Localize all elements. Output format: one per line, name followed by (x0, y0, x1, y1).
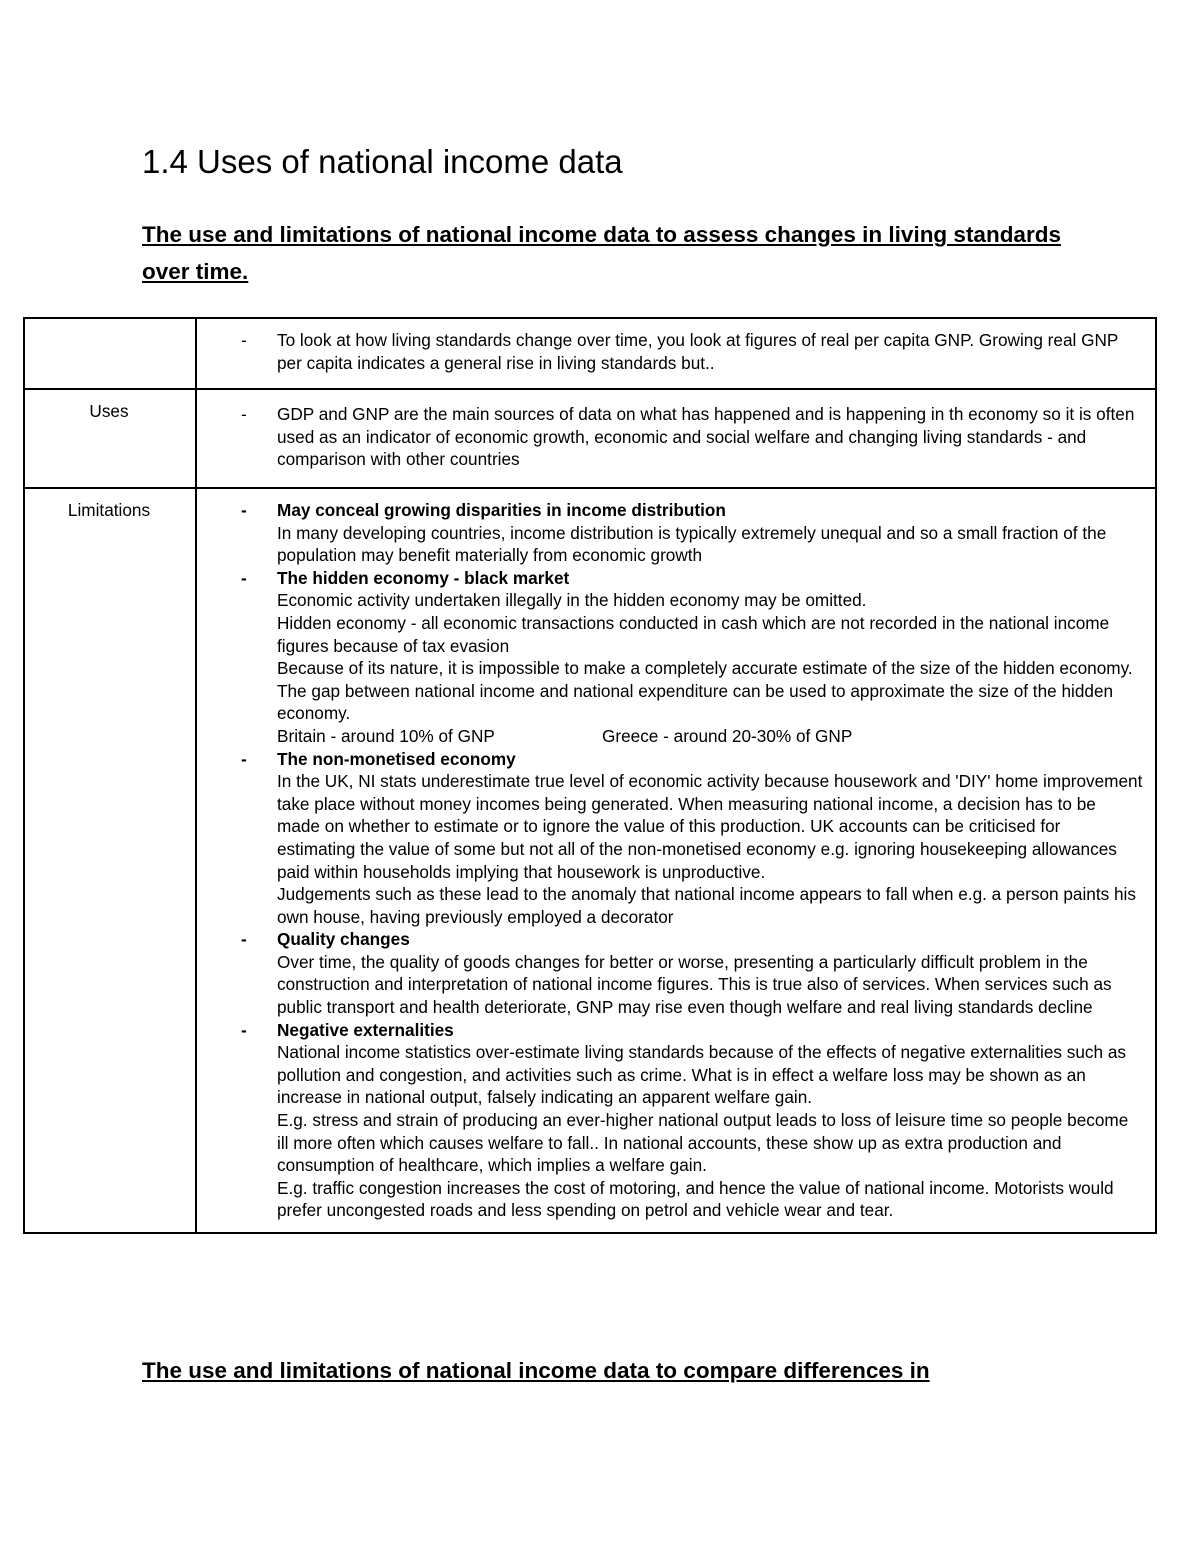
gnp-comparison (277, 725, 1143, 748)
list-item (197, 499, 1143, 567)
table-row-intro (24, 318, 1156, 389)
page-title: 1.4 Uses of national income data (142, 143, 623, 180)
limitation-paragraph: In the UK, NI stats underestimate true level of economic activity because housework and 'DIY' home improvement take place without money incomes being generated. When measuring national income, a decision has to be made on whether to estimate or to ignore the value of this production. UK accounts can be criticised for estimating the value of some but not all of the non-monetised economy e.g. ignoring housekeeping allowances paid within households implying that housework is unproductive. (277, 771, 1143, 882)
limitation-paragraph: In many developing countries, income distribution is typically extremely unequal and so a small fraction of the population may benefit materially from economic growth (277, 522, 1107, 566)
limitation-title: The hidden economy - black market (277, 567, 570, 588)
limitation-paragraph: Hidden economy - all economic transactions conducted in cash which are not recorded in the national income figures because of tax evasion (277, 612, 1110, 656)
list-item (197, 567, 1143, 748)
list-item (197, 748, 1143, 929)
list-item (197, 1019, 1143, 1222)
row-content-uses (196, 389, 1156, 488)
list-item (197, 329, 1143, 374)
limitation-paragraph: E.g. stress and strain of producing an ever-higher national output leads to loss of leisure time so people become ill more often which causes welfare to fall.. In national accounts, these show up as extra production and consumption of healthcare, which implies a welfare gain. (277, 1110, 1129, 1176)
uses-list (197, 403, 1143, 471)
limitations-list (197, 499, 1143, 1222)
bullet-dash: - (241, 500, 247, 520)
section-heading-living-standards: The use and limitations of national income data to assess changes in living standards over time. (142, 222, 1061, 284)
uses-text: GDP and GNP are the main sources of data on what has happened and is happening in th economy so it is often used as an indicator of economic growth, economic and social welfare and changing living standards - and comparison with other countries (277, 404, 1135, 470)
limitation-paragraph: Judgements such as these lead to the anomaly that national income appears to fall when e.g. a person paints his own house, having previously employed a decorator (277, 884, 1136, 927)
limitation-paragraph: E.g. traffic congestion increases the cost of motoring, and hence the value of national income. Motorists would prefer uncongested roads and less spending on petrol and vehicle wear and tear. (277, 1177, 1114, 1221)
row-content-limitations (196, 488, 1156, 1233)
section-heading-compare-differences: The use and limitations of national income data to compare differences in (142, 1358, 930, 1383)
bullet-dash: - (241, 929, 247, 950)
bullet-dash: - (241, 567, 247, 588)
row-label-uses: Uses (24, 389, 196, 488)
bullet-dash: - (241, 404, 247, 424)
intro-text: To look at how living standards change over time, you look at figures of real per capita GNP. Growing real GNP per capita indicates a general rise in living standards but.. (277, 330, 1119, 373)
table-row-uses (24, 389, 1156, 488)
intro-list (197, 329, 1143, 374)
uses-limitations-table (23, 317, 1157, 1234)
limitation-title: Negative externalities (277, 1019, 454, 1040)
bullet-dash: - (241, 330, 247, 350)
list-item (197, 403, 1143, 471)
limitation-title: May conceal growing disparities in income distribution (277, 500, 726, 520)
row-content-intro (196, 318, 1156, 389)
limitation-paragraph: National income statistics over-estimate living standards because of the effects of negative externalities such as pollution and congestion, and activities such as crime. What is in effect a welfare loss may be shown as an increase in national output, falsely indicating an apparent welfare gain. (277, 1042, 1126, 1108)
comparison-greece: Greece - around 20-30% of GNP (602, 725, 853, 746)
limitation-paragraph: Over time, the quality of goods changes for better or worse, presenting a particularly difficult problem in the construction and interpretation of national income figures. This is true also of services. When services such as public transport and health deteriorate, GNP may rise even though welfare and real living standards decline (277, 951, 1112, 1018)
limitation-title: The non-monetised economy (277, 748, 516, 769)
bullet-dash: - (241, 1019, 247, 1040)
list-item (197, 928, 1143, 1018)
limitation-title: Quality changes (277, 929, 410, 950)
limitation-paragraph: Economic activity undertaken illegally in the hidden economy may be omitted. (277, 590, 867, 611)
row-label-limitations: Limitations (24, 488, 196, 1233)
comparison-britain: Britain - around 10% of GNP (277, 725, 495, 746)
limitation-paragraph: Because of its nature, it is impossible to make a completely accurate estimate of the size of the hidden economy. The gap between national income and national expenditure can be used to approximate the size of the hidden economy. (277, 658, 1133, 724)
bullet-dash: - (241, 748, 247, 769)
table-row-limitations (24, 488, 1156, 1233)
row-label-intro (24, 318, 196, 389)
